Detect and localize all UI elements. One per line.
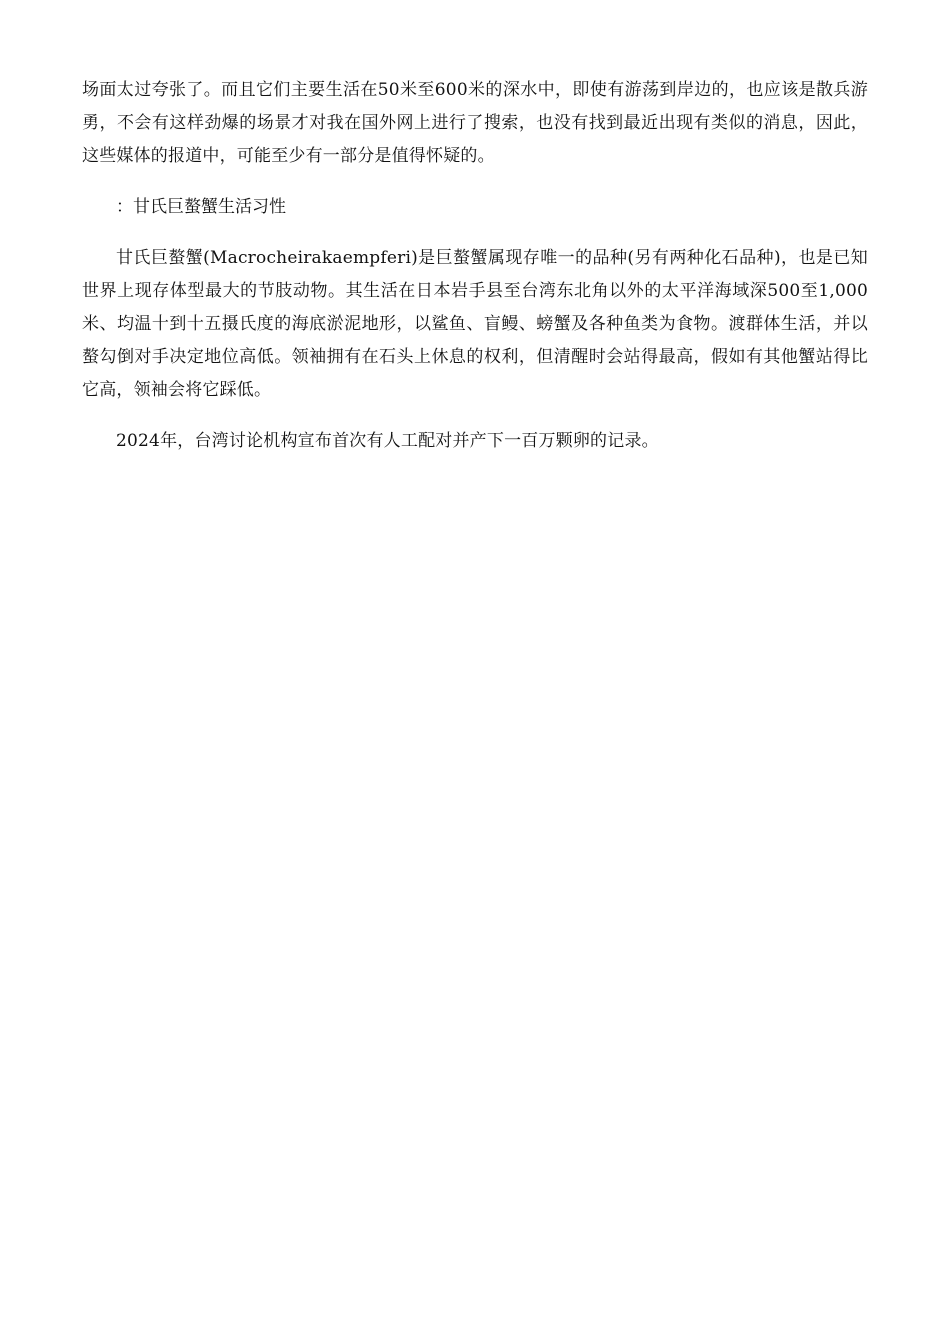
paragraph-habits: 甘氏巨螯蟹(Macrocheirakaempferi)是巨螯蟹属现存唯一的品种(另有两种化石品种)，也是已知世界上现存体型最大的节肢动物。其生活在日本岩手县至台湾东北角以外的太平洋海域深500至1,000米、均温十到十五摄氏度的海底淤泥地形，以鲨鱼、盲鳗、螃蟹及各种鱼类为食物。渡群体生活，并以螯勾倒对手决定地位高低。领袖拥有在石头上休息的权利，但清醒时会站得最高，假如有其他蟹站得比它高，领袖会将它踩低。 (82, 248, 868, 400)
paragraph-intro: 场面太过夸张了。而且它们主要生活在50米至600米的深水中，即使有游荡到岸边的，也应该是散兵游勇，不会有这样劲爆的场景才对我在国外网上进行了搜索，也没有找到最近出现有类似的消息，因此，这些媒体的报道中，可能至少有一部分是值得怀疑的。 (82, 80, 868, 166)
document-page (82, 74, 868, 476)
section-heading-habits: ：甘氏巨螯蟹生活习性 (116, 197, 286, 217)
paragraph-record: 2024年，台湾讨论机构宣布首次有人工配对并产下一百万颗卵的记录。 (116, 431, 659, 451)
